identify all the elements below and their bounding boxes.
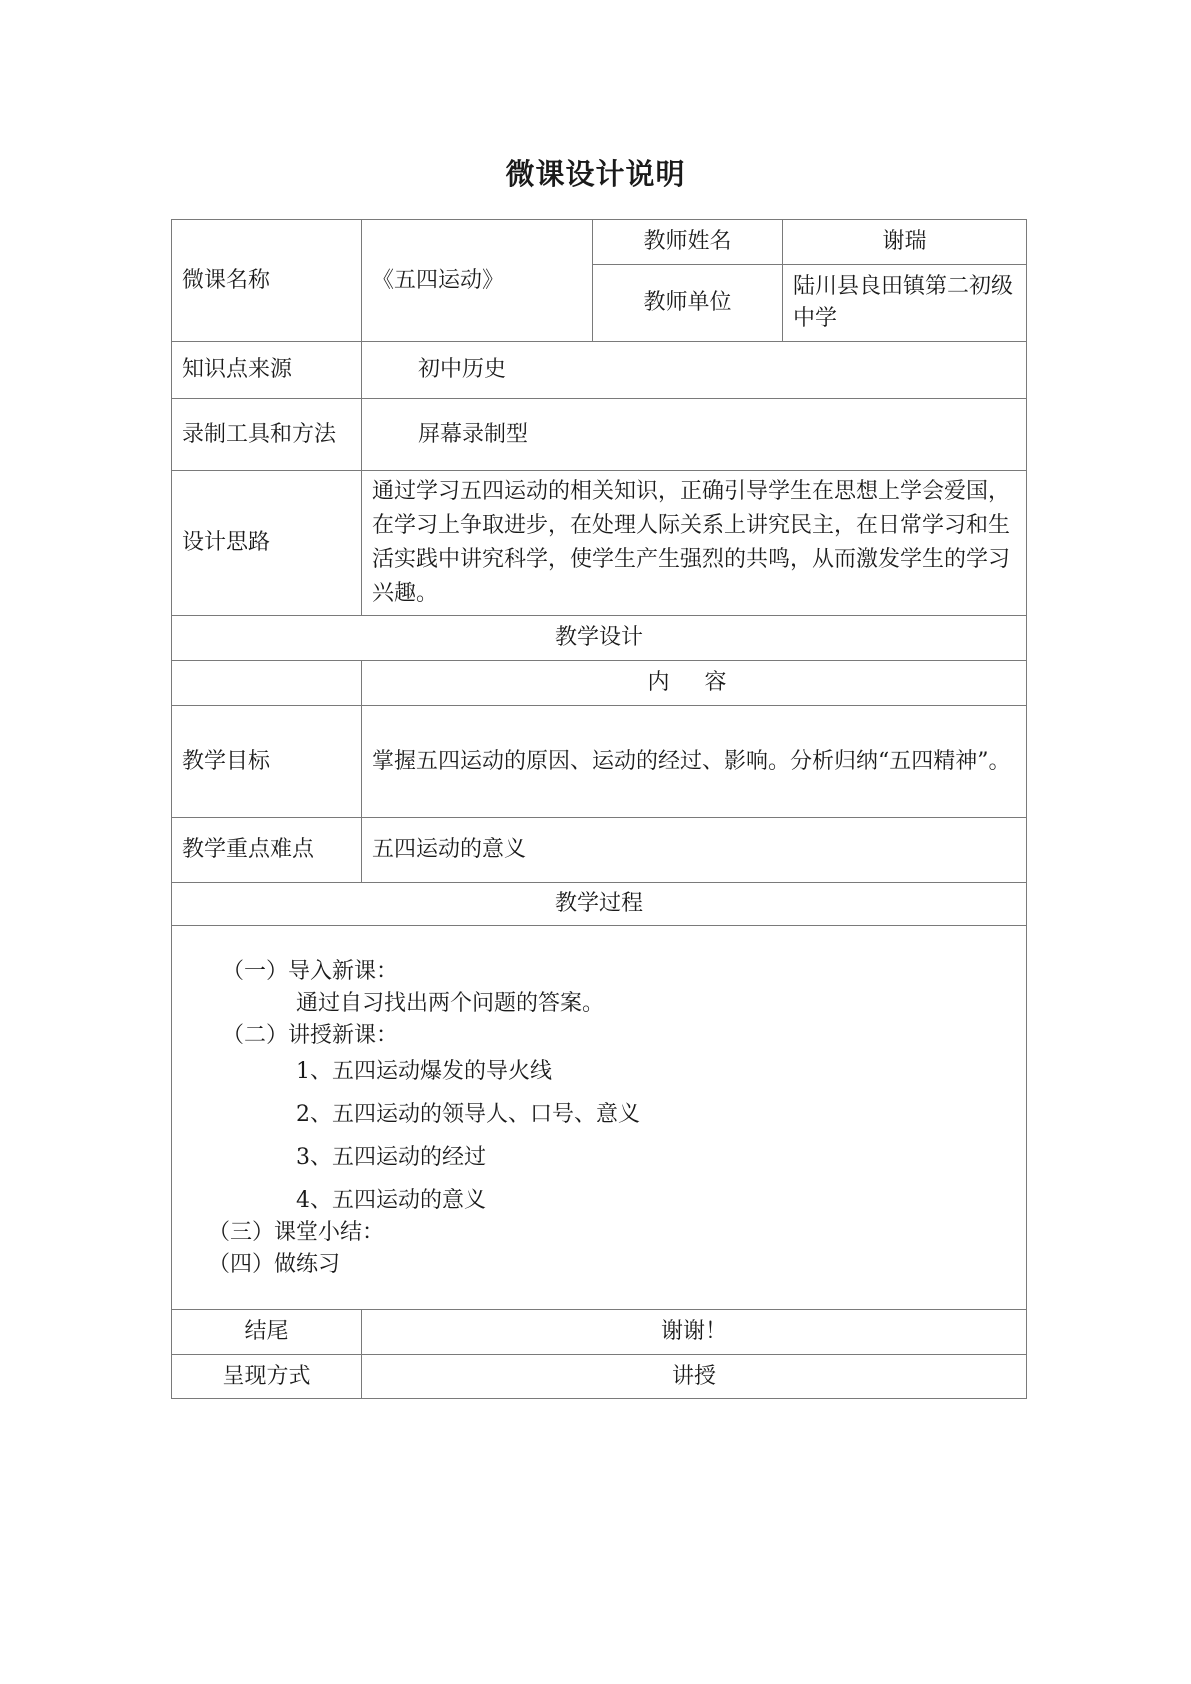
course-name-label: 微课名称 [172,220,362,342]
process-step: （四）做练习 [208,1252,341,1277]
row-source [172,342,1027,399]
row-tools [172,399,1027,471]
teaching-process-header: 教学过程 [172,883,1027,926]
row-teacher-name [172,220,1027,265]
teaching-goal-value: 掌握五四运动的原因、运动的经过、影响。分析归纳“五四精神”。 [362,706,1027,818]
design-form-table [171,219,1027,1399]
key-points-value: 五四运动的意义 [362,818,1027,883]
process-step: 通过自习找出两个问题的答案。 [296,991,605,1016]
row-key-points [172,818,1027,883]
ending-label: 结尾 [172,1310,362,1355]
ending-value: 谢谢！ [362,1310,1027,1355]
source-value: 初中历史 [362,342,1027,399]
row-teaching-process [172,926,1027,1310]
process-step: （一）导入新课： [222,959,399,984]
process-step: 2、五四运动的领导人、口号、意义 [296,1102,640,1127]
row-teaching-design-header [172,616,1027,661]
tools-value: 屏幕录制型 [362,399,1027,471]
presentation-value: 讲授 [362,1355,1027,1399]
presentation-label: 呈现方式 [172,1355,362,1399]
design-idea-value: 通过学习五四运动的相关知识，正确引导学生在思想上学会爱国，在学习上争取进步，在处理人际关系上讲究民主，在日常学习和生活实践中讲究科学，使学生产生强烈的共鸣，从而激发学生的学习兴趣。 [362,471,1027,616]
content-header: 内 容 [362,661,1027,706]
process-step: （二）讲授新课： [222,1023,399,1048]
process-step: 4、五四运动的意义 [296,1188,486,1213]
teacher-name-value: 谢瑞 [783,220,1027,265]
teaching-goal-label: 教学目标 [172,706,362,818]
row-teaching-goal [172,706,1027,818]
teacher-unit-label: 教师单位 [593,265,783,342]
tools-label: 录制工具和方法 [172,399,362,471]
process-step: （三）课堂小结： [208,1220,385,1245]
row-presentation [172,1355,1027,1399]
row-content-header [172,661,1027,706]
source-label: 知识点来源 [172,342,362,399]
design-idea-label: 设计思路 [172,471,362,616]
key-points-label: 教学重点难点 [172,818,362,883]
course-name-value: 《五四运动》 [362,220,593,342]
teacher-unit-value: 陆川县良田镇第二初级中学 [783,265,1027,342]
row-ending [172,1310,1027,1355]
teaching-design-header: 教学设计 [172,616,1027,661]
process-step: 3、五四运动的经过 [296,1145,486,1170]
teacher-name-label: 教师姓名 [593,220,783,265]
row-design-idea [172,471,1027,616]
document-title: 微课设计说明 [505,157,686,191]
row-teaching-process-header [172,883,1027,926]
content-header-blank [172,661,362,706]
process-step: 1、五四运动爆发的导火线 [296,1059,552,1084]
teaching-process-body [172,926,1027,1310]
